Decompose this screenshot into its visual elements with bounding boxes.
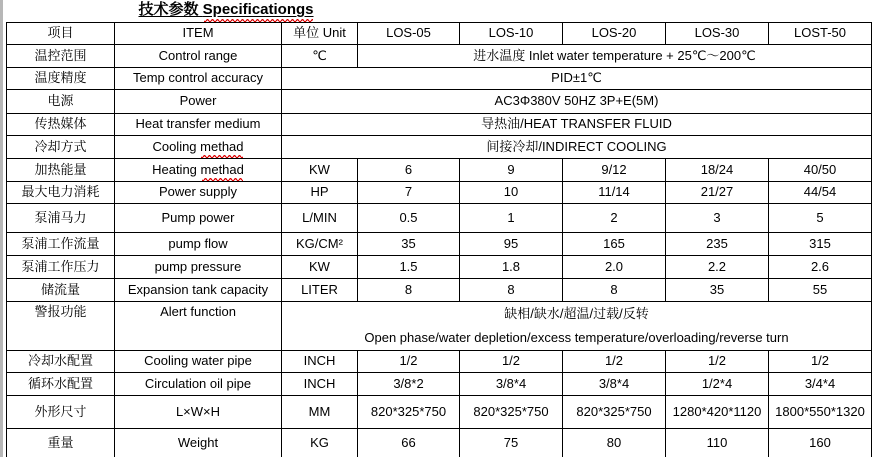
- cell-cn-label: 储流量: [7, 279, 115, 302]
- cell-cn-label: 泵浦工作流量: [7, 233, 115, 256]
- row-cooling-water-pipe: [7, 351, 872, 373]
- cell-item-label: L×W×H: [115, 396, 282, 429]
- cell-value: 3/8*4: [563, 373, 666, 396]
- cell-value: 1.8: [460, 256, 563, 279]
- cell-value: 8: [460, 279, 563, 302]
- item-label-misspelled: methad: [200, 161, 244, 177]
- row-circulation-oil-pipe: [7, 373, 872, 396]
- cell-span-value: 进水温度 Inlet water temperature + 25℃～200℃: [358, 45, 872, 68]
- title-chinese: 技术参数: [138, 1, 203, 18]
- row-cooling-method: [7, 136, 872, 159]
- cell-value: 6: [358, 159, 460, 182]
- cell-cn-label: 温控范围: [7, 45, 115, 68]
- cell-cn-label: 外形尺寸: [7, 396, 115, 429]
- row-pump-pressure: [7, 256, 872, 279]
- cell-cn-label: 泵浦工作压力: [7, 256, 115, 279]
- cell-value: 315: [769, 233, 872, 256]
- cell-value: 11/14: [563, 182, 666, 204]
- cell-cn-label: 最大电力消耗: [7, 182, 115, 204]
- column-header-los-05: LOS-05: [358, 23, 460, 45]
- row-dimensions: [7, 396, 872, 429]
- column-header-item-cn: 项目: [7, 23, 115, 45]
- cell-span-value: PID±1℃: [282, 68, 872, 90]
- cell-item-label: Temp control accuracy: [115, 68, 282, 90]
- row-expansion-tank: [7, 279, 872, 302]
- cell-value: 165: [563, 233, 666, 256]
- cell-unit: KG/CM²: [282, 233, 358, 256]
- cell-cn-label: 警报功能: [7, 302, 115, 351]
- cell-item-label: [115, 159, 282, 182]
- cell-value: 80: [563, 429, 666, 457]
- cell-cn-label: 电源: [7, 90, 115, 114]
- cell-value: 40/50: [769, 159, 872, 182]
- cell-unit: MM: [282, 396, 358, 429]
- row-power-source: [7, 90, 872, 114]
- row-control-range: [7, 45, 872, 68]
- cell-cn-label: 循环水配置: [7, 373, 115, 396]
- cell-value: 820*325*750: [460, 396, 563, 429]
- cell-cn-label: 冷却水配置: [7, 351, 115, 373]
- cell-value: 1/2: [358, 351, 460, 373]
- cell-unit: LITER: [282, 279, 358, 302]
- cell-item-label: Pump power: [115, 204, 282, 233]
- cell-value: 820*325*750: [563, 396, 666, 429]
- cell-value: 75: [460, 429, 563, 457]
- cell-unit: KG: [282, 429, 358, 457]
- cell-cn-label: 温度精度: [7, 68, 115, 90]
- page-title-text: [138, 1, 313, 18]
- cell-span-value: 间接冷却/INDIRECT COOLING: [282, 136, 872, 159]
- cell-cn-label: 加热能量: [7, 159, 115, 182]
- cell-value: 2.2: [666, 256, 769, 279]
- column-header-los-20: LOS-20: [563, 23, 666, 45]
- cell-item-label: Weight: [115, 429, 282, 457]
- cell-unit: HP: [282, 182, 358, 204]
- cell-value: 10: [460, 182, 563, 204]
- cell-value: 44/54: [769, 182, 872, 204]
- row-temp-accuracy: [7, 68, 872, 90]
- row-alert-function: [7, 302, 872, 351]
- cell-unit: KW: [282, 159, 358, 182]
- cell-value: 1/2: [460, 351, 563, 373]
- cell-value: 1/2: [666, 351, 769, 373]
- cell-value: 5: [769, 204, 872, 233]
- cell-span-value: 导热油/HEAT TRANSFER FLUID: [282, 114, 872, 136]
- cell-value: 18/24: [666, 159, 769, 182]
- cell-value: 110: [666, 429, 769, 457]
- cell-unit: KW: [282, 256, 358, 279]
- cell-value: 0.5: [358, 204, 460, 233]
- cell-value: 9/12: [563, 159, 666, 182]
- item-label-misspelled: methad: [200, 138, 244, 154]
- cell-span-value: AC3Φ380V 50HZ 3P+E(5M): [282, 90, 872, 114]
- cell-value: 235: [666, 233, 769, 256]
- cell-value: 66: [358, 429, 460, 457]
- row-heating-capacity: [7, 159, 872, 182]
- cell-item-label: Power: [115, 90, 282, 114]
- cell-value: 7: [358, 182, 460, 204]
- cell-item-label: Heat transfer medium: [115, 114, 282, 136]
- cell-cn-label: 重量: [7, 429, 115, 457]
- item-label-part: Cooling: [152, 138, 201, 154]
- cell-value: 35: [358, 233, 460, 256]
- cell-value: 2: [563, 204, 666, 233]
- cell-item-label: Control range: [115, 45, 282, 68]
- page-title: [6, 0, 446, 22]
- cell-cn-label: 冷却方式: [7, 136, 115, 159]
- page-left-edge: [0, 0, 3, 457]
- cell-value: 9: [460, 159, 563, 182]
- cell-value: 2.0: [563, 256, 666, 279]
- table-header-row: [7, 23, 872, 45]
- cell-item-label: Expansion tank capacity: [115, 279, 282, 302]
- cell-span-value: [282, 302, 872, 351]
- cell-value: 21/27: [666, 182, 769, 204]
- row-pump-flow: [7, 233, 872, 256]
- cell-value: 3: [666, 204, 769, 233]
- cell-item-label: Power supply: [115, 182, 282, 204]
- title-english: Specificationgs: [202, 1, 314, 18]
- cell-value: 1280*420*1120: [666, 396, 769, 429]
- cell-item-label: Alert function: [115, 302, 282, 351]
- cell-value: 1/2: [563, 351, 666, 373]
- cell-value: 1/2: [769, 351, 872, 373]
- cell-value: 1/2*4: [666, 373, 769, 396]
- cell-value: 2.6: [769, 256, 872, 279]
- cell-unit: ℃: [282, 45, 358, 68]
- cell-value: 1.5: [358, 256, 460, 279]
- row-weight: [7, 429, 872, 457]
- cell-value: 1800*550*1320: [769, 396, 872, 429]
- cell-unit: L/MIN: [282, 204, 358, 233]
- column-header-unit: 单位 Unit: [282, 23, 358, 45]
- cell-value: 35: [666, 279, 769, 302]
- row-pump-power: [7, 204, 872, 233]
- cell-value: 820*325*750: [358, 396, 460, 429]
- cell-value: 95: [460, 233, 563, 256]
- cell-cn-label: 传热媒体: [7, 114, 115, 136]
- alert-list-chinese: 缺相/缺水/超温/过载/反转: [504, 306, 649, 321]
- column-header-lost-50: LOST-50: [769, 23, 872, 45]
- row-max-power-consumption: [7, 182, 872, 204]
- cell-value: 3/8*4: [460, 373, 563, 396]
- cell-cn-label: 泵浦马力: [7, 204, 115, 233]
- cell-value: 160: [769, 429, 872, 457]
- cell-value: 8: [563, 279, 666, 302]
- cell-unit: INCH: [282, 373, 358, 396]
- cell-item-label: pump flow: [115, 233, 282, 256]
- column-header-los-30: LOS-30: [666, 23, 769, 45]
- column-header-los-10: LOS-10: [460, 23, 563, 45]
- cell-value: 8: [358, 279, 460, 302]
- cell-item-label: [115, 136, 282, 159]
- cell-unit: INCH: [282, 351, 358, 373]
- cell-item-label: Circulation oil pipe: [115, 373, 282, 396]
- specifications-table: [6, 22, 872, 457]
- cell-value: 1: [460, 204, 563, 233]
- cell-item-label: Cooling water pipe: [115, 351, 282, 373]
- cell-value: 55: [769, 279, 872, 302]
- row-heat-transfer-medium: [7, 114, 872, 136]
- item-label-part: Heating: [152, 161, 201, 177]
- alert-list-english: Open phase/water depletion/excess temperature/overloading/reverse turn: [364, 330, 789, 345]
- column-header-item: ITEM: [115, 23, 282, 45]
- cell-value: 3/8*2: [358, 373, 460, 396]
- cell-value: 3/4*4: [769, 373, 872, 396]
- cell-item-label: pump pressure: [115, 256, 282, 279]
